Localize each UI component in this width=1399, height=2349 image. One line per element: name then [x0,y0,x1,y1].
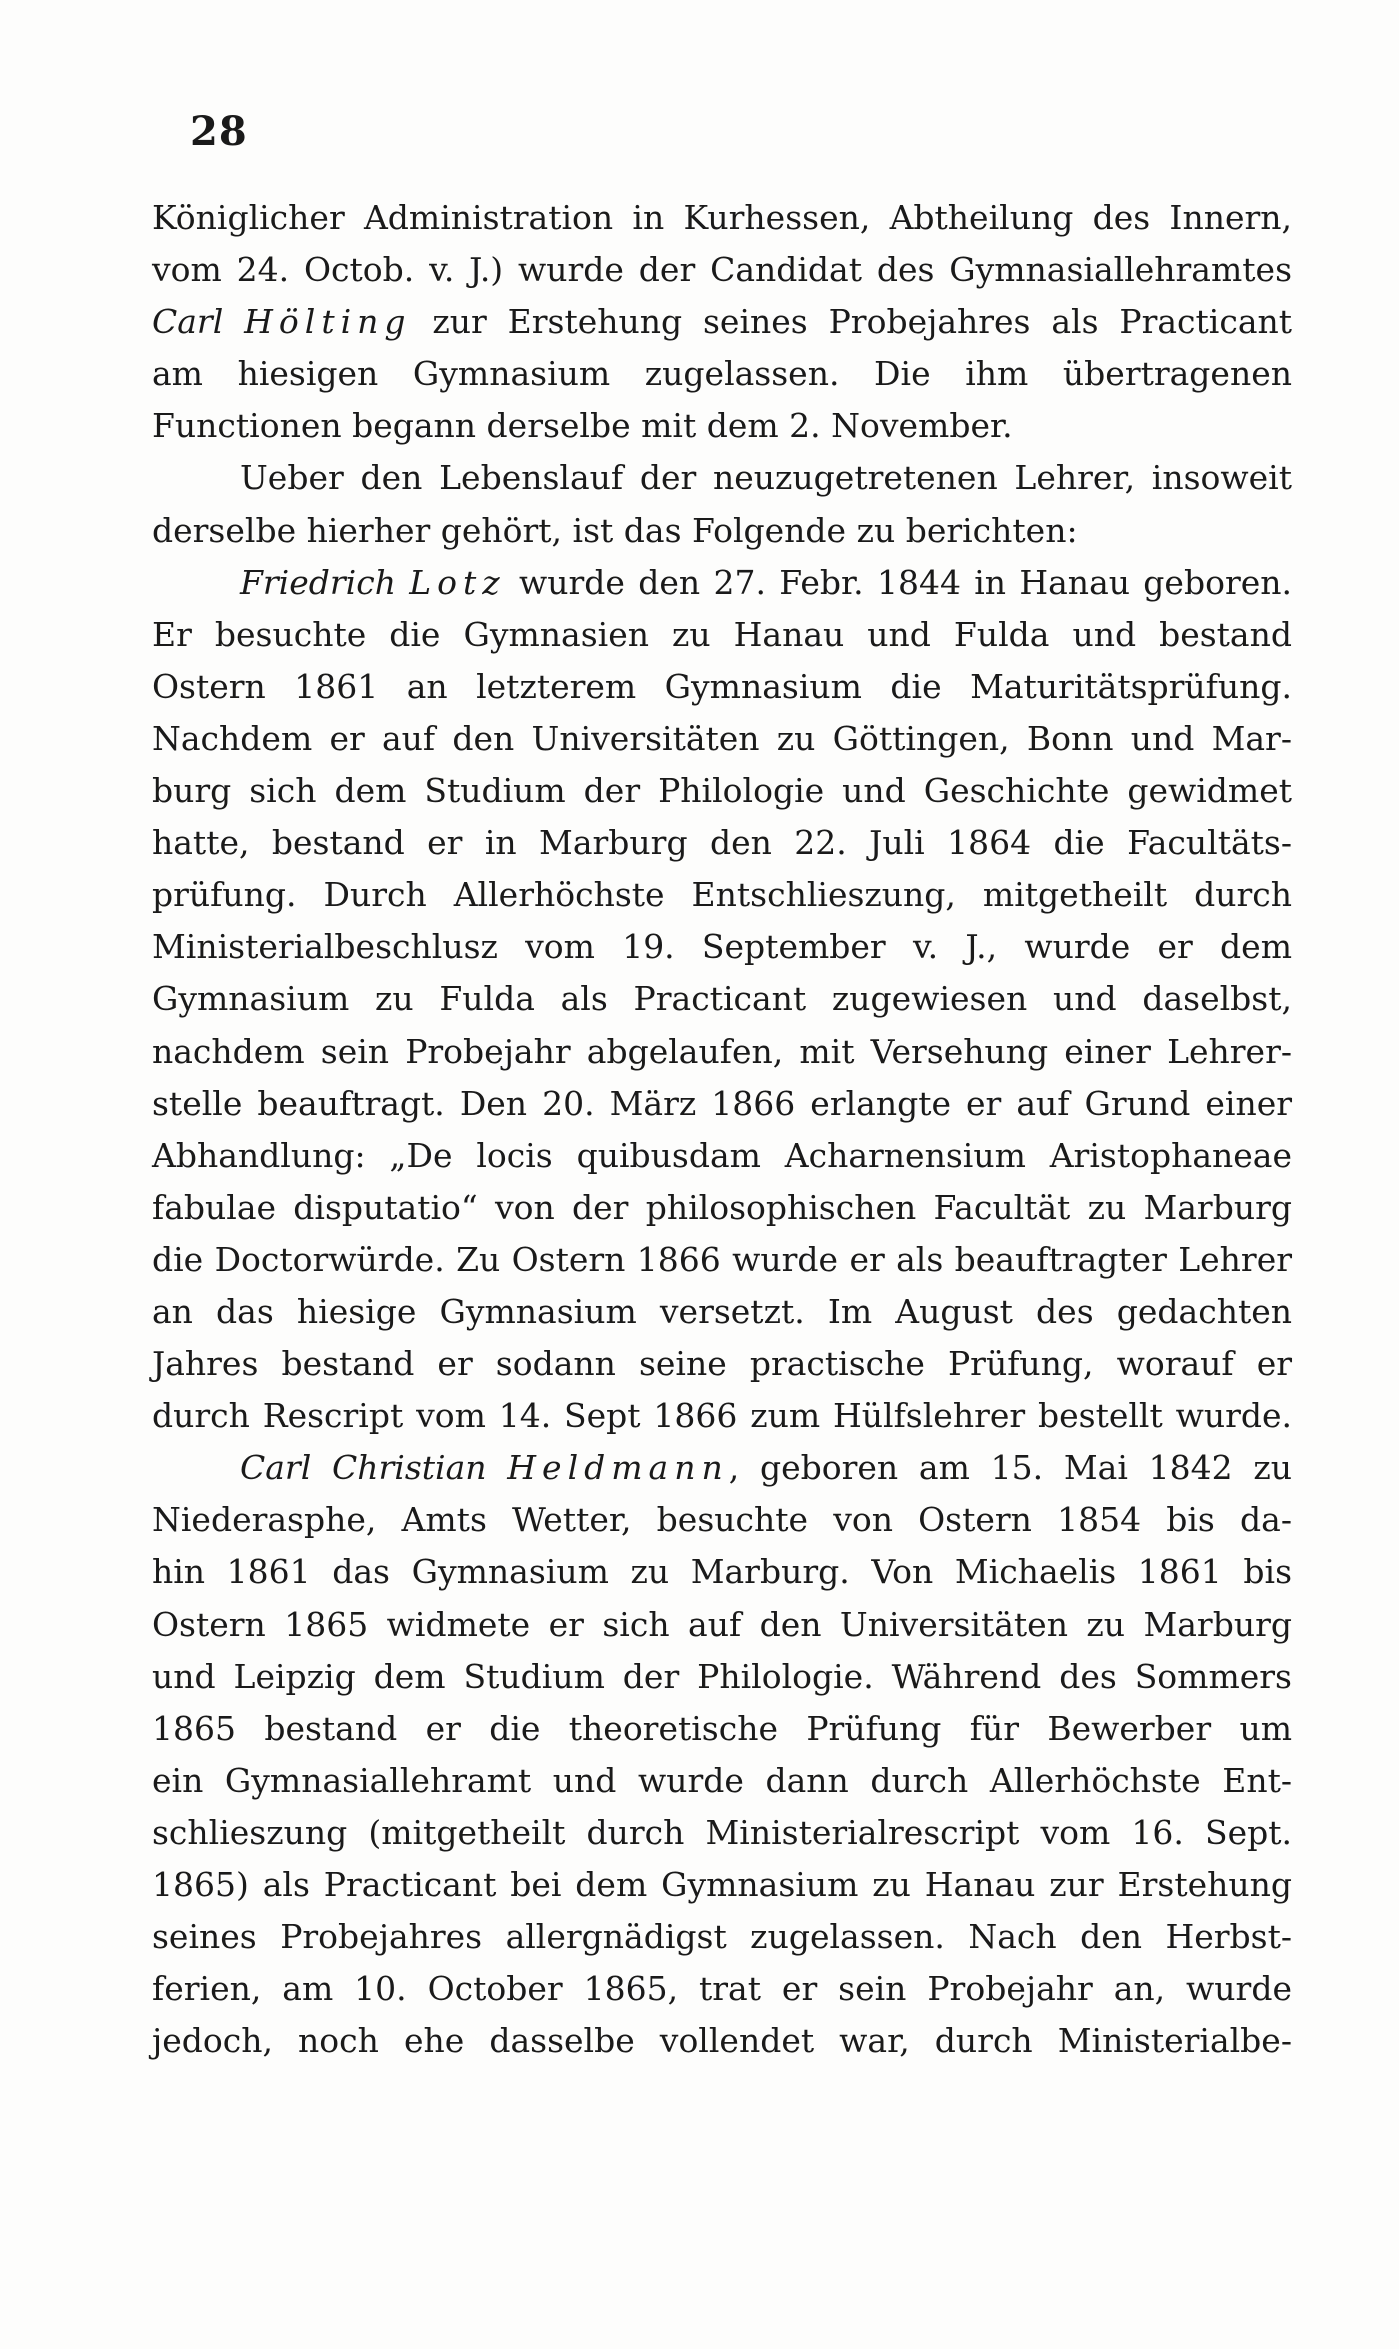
line-continuation: , geboren am 15. Mai 1842 zu [728,1448,1292,1488]
text-line: durch Rescript vom 14. Sept 1866 zum Hülfslehrer bestellt wurde. [152,1396,1292,1436]
text-line: schlieszung (mitgetheilt durch Ministerialrescript vom 16. Sept. [152,1812,1292,1852]
text-line: Er besuchte die Gymnasien zu Hanau und Fulda und bestand [152,614,1292,654]
text-line: vom 24. Octob. v. J.) wurde der Candidat des Gymnasiallehramtes [152,250,1292,290]
text-line [152,1442,1292,1494]
text-line: burg sich dem Studium der Philologie und Geschichte gewidmet [152,771,1292,811]
text-line: ferien, am 10. October 1865, trat er sein Probejahr an, wurde [152,1969,1292,2009]
text-line: 1865 bestand er die theoretische Prüfung für Bewerber um [152,1708,1292,1748]
text-line: Nachdem er auf den Universitäten zu Göttingen, Bonn und Mar- [152,718,1292,758]
person-name-given: Friedrich [240,562,410,602]
text-line: ein Gymnasiallehramt und wurde dann durch Allerhöchste Ent- [152,1760,1292,1800]
text-line: fabulae disputatio“ von der philosophischen Facultät zu Marburg [152,1187,1292,1227]
text-line: Ostern 1865 widmete er sich auf den Universitäten zu Marburg [152,1604,1292,1644]
text-line: Königlicher Administration in Kurhessen, Abtheilung des Innern, [152,198,1292,237]
text-line: Functionen begann derselbe mit dem 2. November. [152,406,1013,446]
text-line: stelle beauftragt. Den 20. März 1866 erlangte er auf Grund einer [152,1083,1292,1123]
text-line: derselbe hierher gehört, ist das Folgende zu berichten: [152,510,1078,550]
text-line: Ueber den Lebenslauf der neuzugetretenen Lehrer, insoweit [240,458,1292,498]
text-line: jedoch, noch ehe dasselbe vollendet war, durch Ministerialbe- [152,2021,1292,2061]
text-line: hatte, bestand er in Marburg den 22. Juli 1864 die Facultäts- [152,823,1292,863]
text-line: Ostern 1861 an letzterem Gymnasium die Maturitätsprüfung. [152,666,1292,706]
line-continuation: zur Erstehung seines Probejahres als Practicant [411,302,1293,342]
page-number: 28 [190,108,248,155]
text-line: Ministerialbeschlusz vom 19. September v. J., wurde er dem [152,927,1292,967]
person-name-surname: Hölting [244,302,412,342]
text-line [152,296,1292,348]
text-line: nachdem sein Probejahr abgelaufen, mit Versehung einer Lehrer- [152,1031,1292,1071]
text-line: hin 1861 das Gymnasium zu Marburg. Von Michaelis 1861 bis [152,1552,1292,1592]
text-line [152,557,1292,609]
text-line: seines Probejahres allergnädigst zugelassen. Nach den Herbst- [152,1917,1292,1957]
text-line: Abhandlung: „De locis quibusdam Acharnensium Aristophaneae [152,1135,1292,1175]
text-line: und Leipzig dem Studium der Philologie. Während des Sommers [152,1656,1292,1696]
text-line: 1865) als Practicant bei dem Gymnasium zu Hanau zur Erstehung [152,1865,1292,1904]
text-line: die Doctorwürde. Zu Ostern 1866 wurde er als beauftragter Lehrer [152,1239,1292,1279]
person-name-given: Carl Christian [240,1448,508,1488]
text-line: prüfung. Durch Allerhöchste Entschlieszung, mitgetheilt durch [152,875,1292,915]
person-name-given: Carl [152,302,245,342]
person-name-surname: Heldmann [507,1448,729,1488]
text-line: am hiesigen Gymnasium zugelassen. Die ihm übertragenen [152,354,1292,394]
line-continuation: wurde den 27. Febr. 1844 in Hanau geboren. [505,562,1292,602]
text-line: Jahres bestand er sodann seine practische Prüfung, worauf er [152,1344,1292,1384]
text-line: an das hiesige Gymnasium versetzt. Im August des gedachten [152,1291,1292,1331]
text-line: Niederasphe, Amts Wetter, besuchte von Ostern 1854 bis da- [152,1500,1292,1540]
person-name-surname: Lotz [409,562,506,602]
body-text [152,192,1292,2067]
text-line: Gymnasium zu Fulda als Practicant zugewiesen und daselbst, [152,979,1292,1019]
